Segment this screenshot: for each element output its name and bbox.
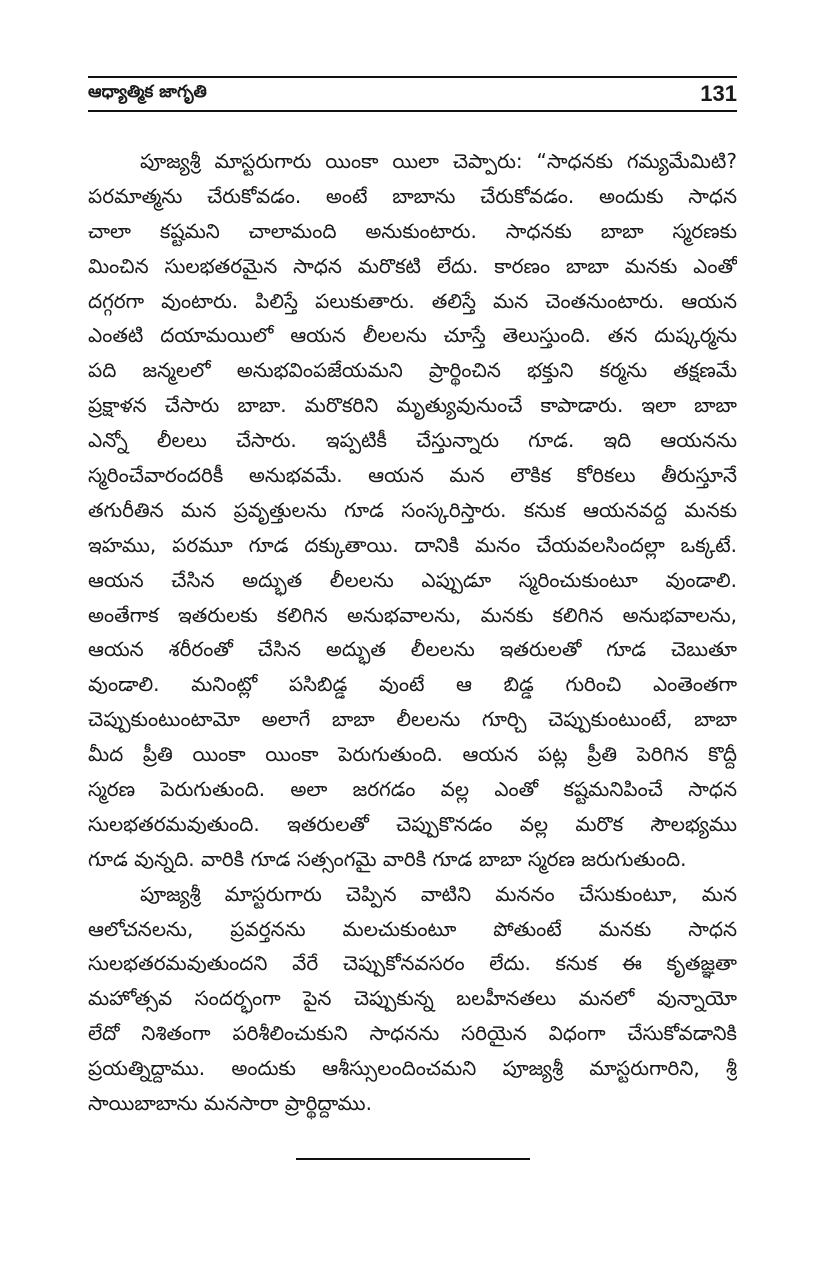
book-title: ఆధ్యాత్మిక జాగృతి	[88, 82, 207, 102]
text-line: చాలా కష్టమని చాలామంది అనుకుంటారు. సాధనకు బాబా స్మరణకు	[88, 218, 737, 243]
text-line: ఆయన శరీరంతో చేసిన అద్భుత లీలలను ఇతరులతో గూడ చెబుతూ	[88, 637, 737, 662]
text-line: పరమాత్మను చేరుకోవడం. అంటే బాబాను చేరుకోవడం. అందుకు సాధన	[88, 183, 737, 208]
body-text	[88, 144, 737, 1121]
paragraph	[88, 144, 737, 877]
text-line: తగురీతిన మన ప్రవృత్తులను గూడ సంస్కరిస్తారు. కనుక ఆయనవద్ద మనకు	[88, 497, 737, 522]
text-line: సులభతరమవుతుంది. ఇతరులతో చెప్పుకొనడం వల్ల మరొక సౌలభ్యము	[88, 811, 737, 836]
text-line: లేదో నిశితంగా పరిశీలించుకుని సాధనను సరియైన విధంగా చేసుకోవడానికి	[88, 1021, 737, 1046]
text-line: స్మరణ పెరుగుతుంది. అలా జరగడం వల్ల ఎంతో కష్టమనిపించే సాధన	[88, 777, 737, 802]
text-line: ఎన్నో లీలలు చేసారు. ఇప్పటికీ చేస్తున్నారు గూడ. ఇది ఆయనను	[88, 428, 737, 453]
text-line: ప్రక్షాళన చేసారు బాబా. మరొకరిని మృత్యువునుంచే కాపాడారు. ఇలా బాబా	[88, 393, 737, 418]
text-line: ప్రయత్నిద్దాము. అందుకు ఆశీస్సులందించమని పూజ్యశ్రీ మాస్టరుగారిని, శ్రీ	[88, 1056, 737, 1081]
text-line: ఆయన చేసిన అద్భుత లీలలను ఎప్పుడూ స్మరించుకుంటూ వుండాలి.	[88, 567, 737, 592]
text-line: సాయిబాబాను మనసారా ప్రార్థిద్దాము.	[88, 1091, 372, 1116]
text-line: పది జన్మలలో అనుభవింపజేయమని ప్రార్థించిన భక్తుని కర్మను తక్షణమే	[88, 358, 737, 383]
text-line: మహోత్సవ సందర్భంగా పైన చెప్పుకున్న బలహీనతలు మనలో వున్నాయో	[88, 986, 737, 1011]
text-line: ఇహము, పరమూ గూడ దక్కుతాయి. దానికి మనం చేయవలసిందల్లా ఒక్కటే.	[88, 532, 737, 557]
text-line: దగ్గరగా వుంటారు. పిలిస్తే పలుకుతారు. తలిస్తే మన చెంతనుంటారు. ఆయన	[88, 288, 737, 313]
text-line: చెప్పుకుంటుంటామో అలాగే బాబా లీలలను గూర్చి చెప్పుకుంటుంటే, బాబా	[88, 707, 737, 732]
text-line: గూడ వున్నది. వారికి గూడ సత్సంగమై వారికి గూడ బాబా స్మరణ జరుగుతుంది.	[88, 846, 687, 871]
text-line: అంతేగాక ఇతరులకు కలిగిన అనుభవాలను, మనకు కలిగిన అనుభవాలను,	[88, 602, 737, 627]
text-line: వుండాలి. మనింట్లో పసిబిడ్డ వుంటే ఆ బిడ్డ గురించి ఎంతెంతగా	[88, 672, 737, 697]
page-number: 131	[700, 81, 737, 106]
paragraph	[88, 877, 737, 1121]
running-header	[88, 76, 737, 112]
text-line: పూజ్యశ్రీ మాస్టరుగారు చెప్పిన వాటిని మననం చేసుకుంటూ, మన	[140, 881, 737, 906]
text-line: సులభతరమవుతుందని వేరే చెప్పుకోనవసరం లేదు. కనుక ఈ కృతజ్ఞతా	[88, 951, 737, 976]
text-line: మీద ప్రీతి యింకా యింకా పెరుగుతుంది. ఆయన పట్ల ప్రీతి పెరిగిన కొద్దీ	[88, 742, 737, 767]
end-rule	[296, 1158, 530, 1160]
text-line: మించిన సులభతరమైన సాధన మరొకటి లేదు. కారణం బాబా మనకు ఎంతో	[88, 253, 737, 278]
text-line: పూజ్యశ్రీ మాస్టరుగారు యింకా యిలా చెప్పారు: “సాధనకు గమ్యమేమిటి?	[140, 149, 737, 173]
text-line: ఆలోచనలను, ప్రవర్తనను మలచుకుంటూ పోతుంటే మనకు సాధన	[88, 916, 737, 941]
text-line: ఎంతటి దయామయిలో ఆయన లీలలను చూస్తే తెలుస్తుంది. తన దుష్కర్మను	[88, 323, 737, 348]
text-line: స్మరించేవారందరికీ అనుభవమే. ఆయన మన లౌకిక కోరికలు తీరుస్తూనే	[88, 463, 737, 488]
